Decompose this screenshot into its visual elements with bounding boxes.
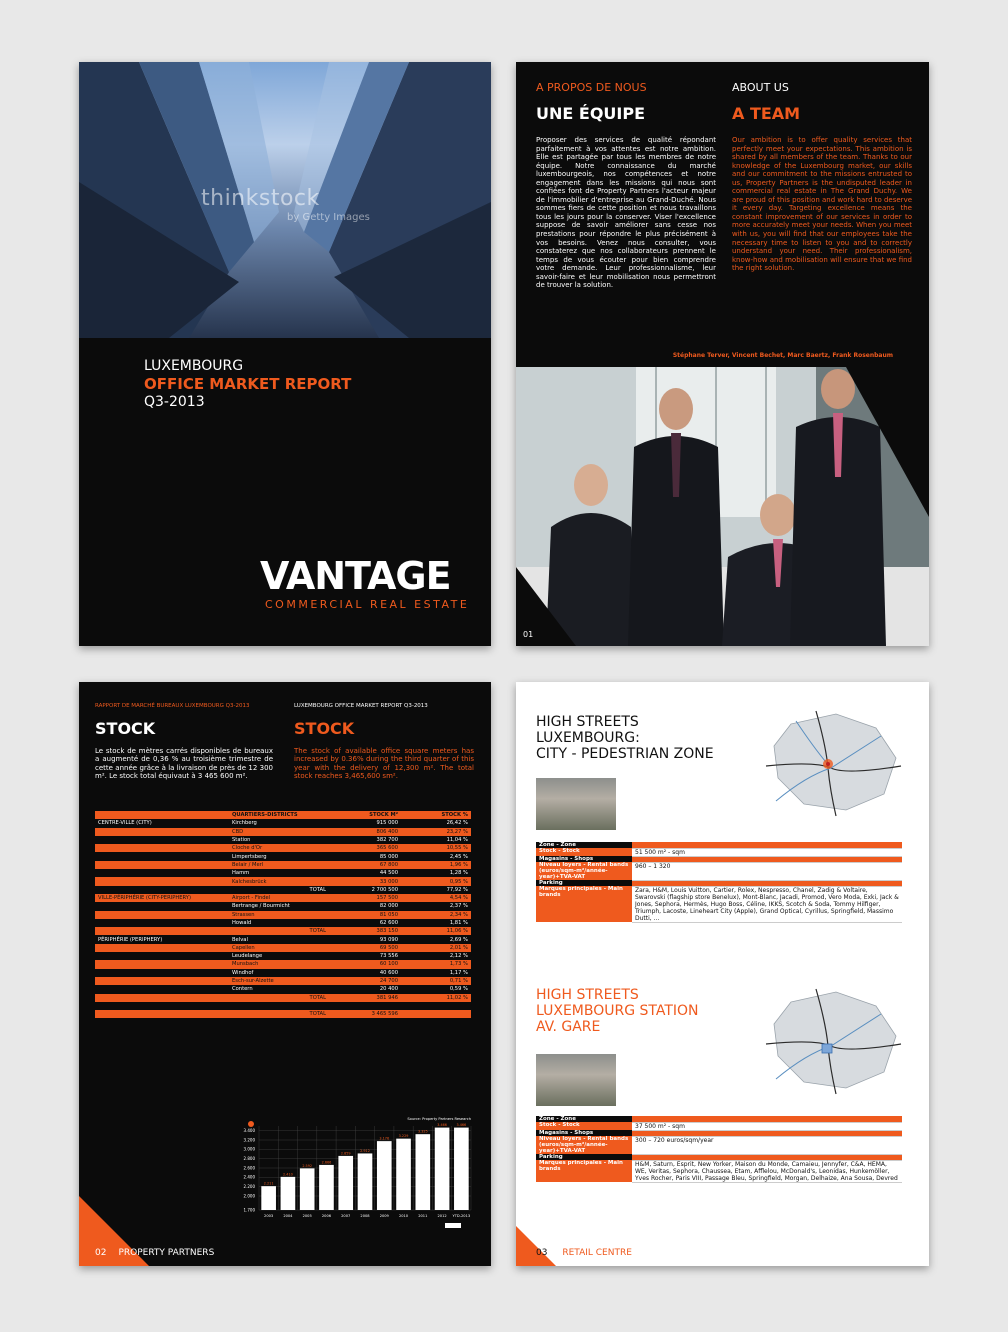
data-label: 2.859	[340, 1151, 351, 1156]
page-footer	[95, 1248, 214, 1258]
table-row	[95, 902, 471, 910]
stock-cell: 33 000	[329, 877, 401, 885]
district-cell: TOTAL	[229, 886, 329, 894]
cover-location: LUXEMBOURG	[144, 358, 244, 374]
team-photo	[516, 367, 929, 646]
skyscraper-photo	[79, 62, 491, 338]
watermark-sub: by Getty Images	[287, 212, 370, 223]
table-row	[95, 977, 471, 985]
pct-cell: 0,59 %	[401, 985, 471, 993]
pct-cell: 1,28 %	[401, 869, 471, 877]
district-cell: Windhof	[229, 969, 329, 977]
table-row	[95, 844, 471, 852]
pct-cell: 26,42 %	[401, 819, 471, 827]
stock-cell: 381 946	[329, 994, 401, 1002]
fr-text: Proposer des services de qualité répondant parfaitement à vos attentes est notre ambition. Elle est partagée par tous les membres de notre équipe. Notre connaissance du marché luxembourgeois, nos compétences et notre engagement dans les missions qui nous sont confiées font de Property Partners l'acteur majeur de l'immobilier d'entreprise au Grand-Duché. Nous sommes fiers de cette position et nous travaillons tous les jours pour la conserver. Viser l'excellence suppose de savoir améliorer sans cesse nos prestations pour répondre le plus précisément à vos besoins. Venez nous consulter, vous constaterez que nos collaborateurs prennent le temps de vous écouter pour bien comprendre votre demande. Leur professionnalisme, leur savoir-faire et leur mobilisation nous permettront de trouver la solution.	[536, 136, 716, 290]
district-cell: Airport - Findel	[229, 894, 329, 902]
en-kicker: ABOUT US	[732, 81, 789, 94]
zone-cell	[95, 952, 229, 960]
y-tick-label: 2.800	[243, 1155, 255, 1161]
zone-cell	[95, 844, 229, 852]
info-row	[536, 848, 902, 856]
table-row	[95, 894, 471, 902]
district-cell: Howald	[229, 919, 329, 927]
info-row	[536, 886, 902, 922]
info-key: Niveau loyers - Rental bands (euros/sqm-m²/année-year)+TVA-VAT	[536, 862, 632, 880]
stock-cell: 69 500	[329, 944, 401, 952]
data-label: 3.229	[398, 1134, 409, 1139]
district-cell: TOTAL	[229, 994, 329, 1002]
stock-cell: 62 600	[329, 919, 401, 927]
stock-cell: 24 700	[329, 977, 401, 985]
y-tick-label: 2.000	[243, 1193, 255, 1199]
station-map	[756, 984, 906, 1096]
street-photo-2	[536, 1054, 616, 1106]
stock-cell: 40 600	[329, 969, 401, 977]
chart-bar	[415, 1134, 430, 1210]
stock-cell: 82 000	[329, 902, 401, 910]
info-value: 960 – 1 320	[632, 862, 902, 880]
footer-label: PROPERTY PARTNERS	[118, 1248, 215, 1258]
y-tick-label: 2.600	[243, 1165, 255, 1171]
stock-cell: 73 556	[329, 952, 401, 960]
zone-cell	[95, 877, 229, 885]
x-tick-label: 2006	[321, 1214, 332, 1218]
zone-cell	[95, 852, 229, 860]
stock-page	[79, 682, 491, 1266]
district-cell: Bertrange / Bourmicht	[229, 902, 329, 910]
info-row	[536, 862, 902, 880]
street-photo-1	[536, 778, 616, 830]
zone-cell	[95, 902, 229, 910]
zone-cell	[95, 969, 229, 977]
grand-total-value: 3 465 596	[329, 1010, 401, 1018]
page-number: 02	[95, 1248, 107, 1258]
stock-bar-chart	[225, 1112, 477, 1232]
zone-cell	[95, 911, 229, 919]
info-key: Parking	[536, 880, 632, 886]
pct-cell: 2,69 %	[401, 935, 471, 943]
grand-total-label: TOTAL	[229, 1010, 329, 1018]
zone-cell	[95, 861, 229, 869]
x-tick-label: 2008	[360, 1214, 370, 1218]
info-value: Zara, H&M, Louis Vuitton, Cartier, Rolex, Nespresso, Chanel, Zadig & Voltaire, Swarovski (flagship store Benelux), Mont-Blanc, Jacadi, Promod, Vero Moda, Exki, Jack & Jones, Sephora, Hermès, Hugo Boss, Céline, IKKS, Scotch & Soda, Tommy Hilfiger, Triumph, Lacoste, Lineheart City (Apple), Grand Optical, Cyrillus, Springfield, Massimo Dutti, ...	[632, 886, 902, 922]
table-row	[95, 911, 471, 919]
pct-cell: 10,55 %	[401, 844, 471, 852]
page-number: 03	[536, 1248, 548, 1258]
zone-cell	[95, 828, 229, 836]
fr-text: Le stock de mètres carrés disponibles de bureaux a augmenté de 0,36 % au troisième trimestre de cette année grâce à la livraison de près de 12 300 m². Le stock total équivaut à 3 465 600 m².	[95, 747, 273, 780]
stock-cell: 93 090	[329, 935, 401, 943]
info-key: Parking	[536, 1154, 632, 1160]
info-value: 300 – 720 euros/sqm/year	[632, 1136, 902, 1154]
pct-cell: 1,73 %	[401, 960, 471, 968]
district-cell: Munsbach	[229, 960, 329, 968]
zone-cell	[95, 869, 229, 877]
en-kicker: LUXEMBOURG OFFICE MARKET REPORT Q3-2013	[294, 703, 428, 709]
chart-bar	[358, 1153, 373, 1210]
table-row	[95, 985, 471, 993]
table-row	[95, 886, 471, 894]
zone-cell: CENTRE-VILLE (CITY)	[95, 819, 229, 827]
stock-cell: 806 400	[329, 828, 401, 836]
table-row	[95, 994, 471, 1002]
block2-title: HIGH STREETS LUXEMBOURG STATION AV. GARE	[536, 987, 699, 1035]
vantage-logo: VANTAGE	[260, 554, 451, 598]
pct-cell: 2,37 %	[401, 902, 471, 910]
team-page	[516, 62, 929, 646]
en-text: Our ambition is to offer quality services that perfectly meet your expectations. This ambition is shared by all members of the team. Thanks to our knowledge of the Luxembourg market, our skills and our commitment to the missions entrusted to us, Property Partners is the undisputed leader in commercial real estate in The Grand Duchy. We are proud of this position and work hard to deserve it every day. Targeting excellence means the constant improvement of our services in order to more accurately meet your needs. When you meet with us, you will find that our employees take the necessary time to listen to you and to correctly understand your need. Their professionalism, know-how and mobilisation will ensure that we find the right solution.	[732, 136, 913, 273]
y-tick-label: 1.700	[243, 1207, 255, 1213]
district-cell: Contern	[229, 985, 329, 993]
zone-cell	[95, 836, 229, 844]
zone-cell: PÉRIPHÉRIE (PERIPHERY)	[95, 935, 229, 943]
info-row	[536, 1160, 902, 1182]
zone-cell	[95, 927, 229, 935]
cover-title: OFFICE MARKET REPORT	[144, 375, 352, 393]
district-cell: CBD	[229, 828, 329, 836]
pct-cell: 2,45 %	[401, 852, 471, 860]
page-number: 01	[523, 630, 534, 639]
info-key: Marques principales - Main brands	[536, 886, 632, 922]
district-cell: Belair / Merl	[229, 861, 329, 869]
stock-cell: 20 400	[329, 985, 401, 993]
info-value: 37 500 m² - sqm	[632, 1122, 902, 1130]
chart-source: Source: Property Partners Research	[407, 1117, 471, 1121]
pct-cell: 0,95 %	[401, 877, 471, 885]
header-pct: STOCK %	[401, 811, 471, 819]
cover-period: Q3-2013	[144, 394, 205, 410]
spacer-row	[95, 1002, 471, 1010]
table-row	[95, 869, 471, 877]
chart-bar	[377, 1141, 392, 1210]
y-tick-label: 3.200	[243, 1137, 255, 1143]
data-label: 2.592	[302, 1163, 313, 1168]
team-names: Stéphane Terver, Vincent Bechet, Marc Baertz, Frank Rosenbaum	[672, 352, 893, 359]
page-footer	[536, 1248, 632, 1258]
x-tick-label: 2004	[283, 1214, 293, 1218]
header-stock: STOCK M²	[329, 811, 401, 819]
pct-cell: 11,06 %	[401, 927, 471, 935]
chart-bar	[435, 1128, 450, 1210]
table-row	[95, 919, 471, 927]
x-tick-label: 2007	[341, 1214, 351, 1218]
table-row	[95, 952, 471, 960]
district-cell: Leudelange	[229, 952, 329, 960]
y-tick-label: 3.400	[243, 1127, 255, 1133]
district-cell: Cloche d'Or	[229, 844, 329, 852]
zone-cell	[95, 919, 229, 927]
data-label: 2.211	[263, 1181, 274, 1186]
district-cell: Kalchesbrück	[229, 877, 329, 885]
en-text: The stock of available office square meters has increased by 0.36% during the third quarter of this year with the delivery of 12,300 m². The total stock reaches 3,465,600 sm².	[294, 747, 474, 780]
table-row	[95, 877, 471, 885]
data-label: 2.410	[283, 1172, 293, 1177]
data-label: 3.176	[379, 1136, 390, 1141]
chart-bar	[261, 1186, 276, 1210]
info-key: Magasins - Shops	[536, 856, 632, 862]
city-map	[756, 706, 906, 818]
footer-label: RETAIL CENTRE	[562, 1248, 632, 1258]
info-key: Niveau loyers - Rental bands (euros/sqm-m²/année-year)+TVA-VAT	[536, 1136, 632, 1154]
info-key: Magasins - Shops	[536, 1130, 632, 1136]
district-cell: Strassen	[229, 911, 329, 919]
data-label: 3.466	[437, 1123, 447, 1128]
district-cell: Station	[229, 836, 329, 844]
stock-cell: 81 050	[329, 911, 401, 919]
table-row	[95, 819, 471, 827]
data-label: 3.466	[456, 1123, 467, 1128]
fr-kicker: RAPPORT DE MARCHÉ BUREAUX LUXEMBOURG Q3-2013	[95, 703, 250, 709]
chart-marker	[248, 1121, 254, 1127]
pct-cell: 23,27 %	[401, 828, 471, 836]
block1-title: HIGH STREETS LUXEMBOURG: CITY - PEDESTRIAN ZONE	[536, 714, 714, 762]
district-cell: Belval	[229, 935, 329, 943]
table-row	[95, 836, 471, 844]
fr-title: UNE ÉQUIPE	[536, 104, 646, 123]
x-tick-label: 2005	[302, 1214, 312, 1218]
district-cell: Kirchberg	[229, 819, 329, 827]
zone-cell	[95, 985, 229, 993]
stock-cell: 60 100	[329, 960, 401, 968]
stock-cell: 85 000	[329, 852, 401, 860]
district-cell: Capellen	[229, 944, 329, 952]
district-cell: TOTAL	[229, 927, 329, 935]
x-tick-label: 2003	[264, 1214, 274, 1218]
info-key: Zone - Zone	[536, 842, 632, 848]
info-key: Marques principales - Main brands	[536, 1160, 632, 1182]
stock-cell: 157 500	[329, 894, 401, 902]
table-row	[95, 935, 471, 943]
pct-cell: 4,54 %	[401, 894, 471, 902]
data-label: 2.912	[360, 1148, 370, 1153]
stock-cell: 383 150	[329, 927, 401, 935]
data-label: 2.666	[321, 1160, 332, 1165]
pct-cell: 2,34 %	[401, 911, 471, 919]
chart-bar	[281, 1177, 296, 1210]
stock-cell: 915 000	[329, 819, 401, 827]
block2-info-table	[536, 1116, 902, 1183]
pct-cell: 1,81 %	[401, 919, 471, 927]
grand-total-row	[95, 1010, 471, 1018]
info-value: H&M, Saturn, Esprit, New Yorker, Maison du Monde, Camaieu, Jennyfer, C&A, HEMA, WE, Veritas, Sephora, Chaussea, Etam, Afflelou, McDonald's, Leonidas, Hunkemöller, Yves Rocher, Paris VIII, Passage Bleu, Springfield, Morgan, Delhaize, Ana Sousa, Devred	[632, 1160, 902, 1182]
district-cell: Hamm	[229, 869, 329, 877]
high-streets-page	[516, 682, 929, 1266]
info-row	[536, 1136, 902, 1154]
chart-bar	[300, 1168, 315, 1210]
table-row	[95, 960, 471, 968]
zone-cell	[95, 994, 229, 1002]
zone-cell	[95, 944, 229, 952]
table-row	[95, 944, 471, 952]
corner-triangle	[516, 1226, 556, 1266]
zone-cell	[95, 977, 229, 985]
district-cell: Esch-sur-Alzette	[229, 977, 329, 985]
chart-bar	[319, 1165, 334, 1210]
pct-cell: 0,71 %	[401, 977, 471, 985]
table-row	[95, 969, 471, 977]
table-row	[95, 927, 471, 935]
zone-cell	[95, 960, 229, 968]
info-key: Stock - Stock	[536, 1122, 632, 1130]
stock-cell: 67 800	[329, 861, 401, 869]
pct-cell: 1,17 %	[401, 969, 471, 977]
x-tick-label: 2009	[379, 1214, 389, 1218]
stock-table	[95, 811, 471, 1018]
table-row	[95, 861, 471, 869]
pct-cell: 11,04 %	[401, 836, 471, 844]
stock-cell: 44 500	[329, 869, 401, 877]
watermark: thinkstock	[201, 186, 320, 211]
stock-cell: 382 700	[329, 836, 401, 844]
y-tick-label: 3.000	[243, 1146, 255, 1152]
zone-cell	[95, 886, 229, 894]
x-tick-label: YTD-2013	[452, 1214, 471, 1218]
legend-swatch	[445, 1223, 461, 1228]
table-row	[95, 852, 471, 860]
info-key: Stock - Stock	[536, 848, 632, 856]
pct-cell: 2,12 %	[401, 952, 471, 960]
info-row	[536, 1122, 902, 1130]
table-row	[95, 828, 471, 836]
stock-cell: 2 700 500	[329, 886, 401, 894]
pct-cell: 11,02 %	[401, 994, 471, 1002]
district-cell: Limpertsberg	[229, 852, 329, 860]
fr-title: STOCK	[95, 719, 156, 738]
x-tick-label: 2010	[398, 1214, 409, 1218]
x-tick-label: 2012	[437, 1214, 447, 1218]
en-title: STOCK	[294, 719, 355, 738]
stock-cell: 365 600	[329, 844, 401, 852]
pct-cell: 2,01 %	[401, 944, 471, 952]
header-district: QUARTIERS-DISTRICTS	[229, 811, 329, 819]
zone-cell: VILLE-PÉRIPHÉRIE (CITY-PERIPHERY)	[95, 894, 229, 902]
x-tick-label: 2011	[418, 1214, 428, 1218]
data-label: 3.325	[417, 1129, 428, 1134]
chart-bar	[454, 1128, 469, 1210]
logo-tagline: COMMERCIAL REAL ESTATE	[265, 598, 470, 611]
chart-bar	[396, 1139, 411, 1210]
chart-bar	[338, 1156, 353, 1210]
y-tick-label: 2.400	[243, 1174, 255, 1180]
fr-kicker: A PROPOS DE NOUS	[536, 81, 647, 94]
table-header	[95, 811, 471, 819]
pct-cell: 1,96 %	[401, 861, 471, 869]
block1-info-table	[536, 842, 902, 923]
cover-page	[79, 62, 491, 646]
en-title: A TEAM	[732, 104, 801, 123]
y-tick-label: 2.200	[243, 1183, 255, 1189]
info-value: 51 500 m² - sqm	[632, 848, 902, 856]
info-key: Zone - Zone	[536, 1116, 632, 1122]
pct-cell: 77,92 %	[401, 886, 471, 894]
